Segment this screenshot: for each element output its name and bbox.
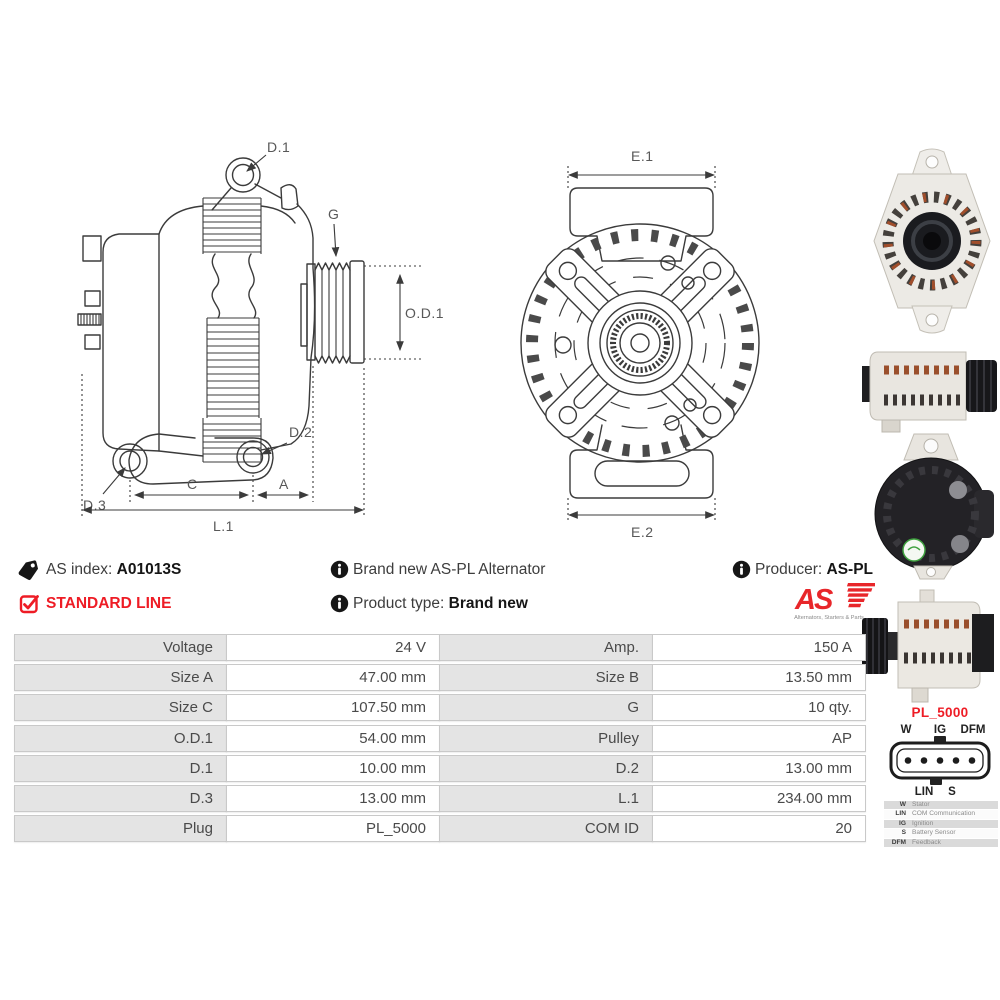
spec-value: 10 qty. — [652, 694, 866, 721]
as-index-label: AS index: — [46, 561, 113, 578]
table-row — [14, 755, 866, 782]
legend-desc: Feedback — [912, 838, 941, 846]
dim-label-a: A — [279, 476, 289, 492]
front-view-drawing — [500, 133, 780, 553]
info-icon — [330, 594, 349, 613]
table-row — [14, 785, 866, 812]
spec-value: 10.00 mm — [226, 755, 440, 782]
legend-desc: COM Communication — [912, 810, 976, 818]
as-index-value: A01013S — [116, 561, 182, 578]
legend-row — [884, 801, 998, 809]
spec-label: Size B — [439, 664, 653, 691]
spec-label: Voltage — [14, 634, 227, 661]
spec-label: O.D.1 — [14, 725, 227, 752]
legend-pin: S — [901, 829, 906, 837]
spec-value: 13.50 mm — [652, 664, 866, 691]
legend-row — [884, 810, 998, 818]
dim-label-e2: E.2 — [631, 524, 654, 540]
spec-label: D.1 — [14, 755, 227, 782]
table-row — [14, 815, 866, 842]
dim-label-l1: L.1 — [213, 518, 234, 534]
dim-label-d2: D.2 — [289, 424, 313, 440]
pin-label: IG — [933, 724, 947, 736]
dim-label-d1: D.1 — [267, 139, 291, 155]
spec-label: D.3 — [14, 785, 227, 812]
pin-label: DFM — [960, 724, 986, 736]
legend-pin: DFM — [891, 838, 906, 846]
product-photo-side-right — [862, 338, 1000, 434]
product-type — [353, 595, 528, 613]
producer-label: Producer: — [755, 561, 823, 578]
dim-label-d3: D.3 — [83, 497, 107, 513]
table-row — [14, 634, 866, 661]
as-pl-logo-text: AS — [795, 584, 832, 616]
standard-line-badge: STANDARD LINE — [46, 595, 172, 612]
spec-value: 234.00 mm — [652, 785, 866, 812]
info-icon — [732, 560, 751, 579]
as-pl-logo — [783, 580, 875, 622]
spec-value: 24 V — [226, 634, 440, 661]
table-row — [14, 725, 866, 752]
legend-row — [884, 839, 998, 847]
spec-table — [14, 634, 866, 845]
spec-label: Amp. — [439, 634, 653, 661]
legend-pin: W — [899, 801, 906, 808]
legend-pin: IG — [899, 819, 906, 827]
spec-label: G — [439, 694, 653, 721]
product-photo-side-left — [860, 584, 1000, 706]
spec-value: PL_5000 — [226, 815, 440, 842]
checkbox-icon — [19, 593, 40, 614]
as-index — [46, 561, 181, 579]
pin-label: S — [948, 786, 956, 798]
spec-value: 13.00 mm — [652, 755, 866, 782]
spec-value: 20 — [652, 815, 866, 842]
legend-desc: Stator — [912, 801, 930, 808]
spec-label: Size A — [14, 664, 227, 691]
spec-value: 150 A — [652, 634, 866, 661]
pin-label: LIN — [914, 786, 934, 798]
dim-label-g: G — [328, 206, 340, 222]
product-description: Brand new AS-PL Alternator — [353, 561, 546, 578]
plug-name: PL_5000 — [911, 705, 969, 720]
legend-row — [884, 820, 998, 828]
table-row — [14, 664, 866, 691]
pin-label: W — [900, 724, 912, 736]
spec-value: 107.50 mm — [226, 694, 440, 721]
legend-row — [884, 829, 998, 837]
legend-desc: Battery Sensor — [912, 829, 956, 837]
dim-label-c: C — [187, 476, 198, 492]
dim-label-od1: O.D.1 — [405, 305, 445, 321]
spec-label: Plug — [14, 815, 227, 842]
spec-label: Size C — [14, 694, 227, 721]
legend-pin: LIN — [895, 810, 906, 818]
spec-value: 13.00 mm — [226, 785, 440, 812]
tag-icon — [17, 559, 41, 583]
side-view-drawing — [55, 118, 450, 550]
dim-label-e1: E.1 — [631, 148, 654, 164]
producer — [755, 561, 873, 579]
plug-connector-diagram — [884, 722, 996, 800]
spec-value: AP — [652, 725, 866, 752]
as-pl-logo-tagline: Alternators, Starters & Parts — [794, 615, 864, 621]
spec-value: 54.00 mm — [226, 725, 440, 752]
spec-label: Pulley — [439, 725, 653, 752]
product-type-value: Brand new — [448, 595, 528, 612]
info-icon — [330, 560, 349, 579]
product-photo-rear — [862, 432, 1000, 580]
spec-label: L.1 — [439, 785, 653, 812]
producer-value: AS-PL — [826, 561, 874, 578]
spec-value: 47.00 mm — [226, 664, 440, 691]
product-type-label: Product type: — [353, 595, 445, 612]
spec-label: COM ID — [439, 815, 653, 842]
table-row — [14, 694, 866, 721]
plug-legend — [884, 801, 998, 848]
product-photo-front — [868, 146, 996, 336]
spec-label: D.2 — [439, 755, 653, 782]
legend-desc: Ignition — [912, 819, 934, 827]
